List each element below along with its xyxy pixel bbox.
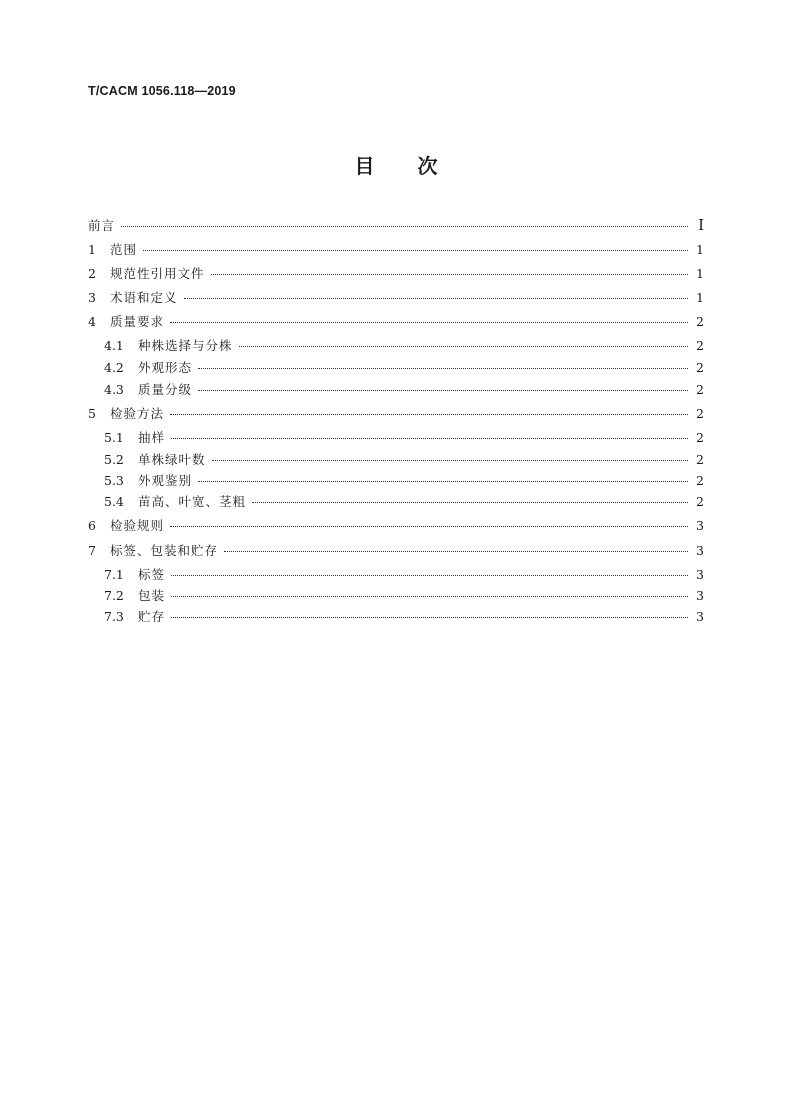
dot-leader bbox=[171, 575, 688, 576]
toc-entry-title: 检验方法 bbox=[110, 406, 165, 421]
toc-entry-5-3[interactable] bbox=[104, 471, 704, 489]
dot-leader bbox=[143, 250, 688, 251]
toc-entry-6[interactable] bbox=[88, 516, 704, 534]
toc-entry-number: 5 bbox=[88, 405, 96, 421]
toc-entry-4[interactable] bbox=[88, 312, 704, 330]
toc-entry-page: 2 bbox=[696, 472, 704, 488]
toc-entry-5[interactable] bbox=[88, 404, 704, 422]
toc-entry-7-1[interactable] bbox=[104, 565, 704, 583]
document-code: T/CACM 1056.118—2019 bbox=[88, 84, 236, 98]
toc-entry-page: 2 bbox=[696, 493, 704, 509]
toc-entry-title: 包装 bbox=[138, 588, 166, 603]
dot-leader bbox=[198, 368, 688, 369]
toc-entry-title: 标签、包装和贮存 bbox=[110, 543, 219, 558]
dot-leader bbox=[171, 438, 688, 439]
toc-entry-title: 术语和定义 bbox=[110, 290, 178, 305]
toc-entry-page: 3 bbox=[696, 587, 704, 603]
dot-leader bbox=[170, 526, 688, 527]
dot-leader bbox=[212, 460, 688, 461]
toc-entry-title: 单株绿叶数 bbox=[138, 452, 206, 467]
toc-entry-page: 1 bbox=[696, 289, 704, 305]
toc-entry-number: 7.1 bbox=[104, 566, 124, 582]
toc-entry-page: 2 bbox=[696, 313, 704, 329]
toc-entry-number: 6 bbox=[88, 517, 96, 533]
toc-entry-page: 3 bbox=[696, 608, 704, 624]
toc-entry-title: 贮存 bbox=[138, 609, 166, 624]
dot-leader bbox=[198, 390, 688, 391]
dot-leader bbox=[224, 551, 688, 552]
toc-entry-number: 5.2 bbox=[104, 451, 124, 467]
toc-entry-page: 3 bbox=[696, 517, 704, 533]
toc-entry-page: 1 bbox=[696, 265, 704, 281]
dot-leader bbox=[184, 298, 688, 299]
toc-entry-number: 4 bbox=[88, 313, 96, 329]
toc-entry-7-3[interactable] bbox=[104, 607, 704, 625]
toc-entry-page: I bbox=[698, 216, 704, 234]
toc-entry-number: 4.3 bbox=[104, 381, 124, 397]
toc-entry-number: 2 bbox=[88, 265, 96, 281]
toc-entry-number: 7 bbox=[88, 542, 96, 558]
toc-entry-number: 5.4 bbox=[104, 493, 124, 509]
toc-entry-5-2[interactable] bbox=[104, 450, 704, 468]
toc-entry-title: 苗高、叶宽、茎粗 bbox=[138, 494, 247, 509]
toc-entry-title: 质量要求 bbox=[110, 314, 165, 329]
toc-entry-title: 范围 bbox=[110, 242, 138, 257]
toc-entry-number: 4.2 bbox=[104, 359, 124, 375]
toc-entry-5-4[interactable] bbox=[104, 492, 704, 510]
toc-entry-number: 5.1 bbox=[104, 429, 124, 445]
toc-entry-3[interactable] bbox=[88, 288, 704, 306]
toc-entry-title: 检验规则 bbox=[110, 518, 165, 533]
dot-leader bbox=[239, 346, 688, 347]
toc-entry-4-2[interactable] bbox=[104, 358, 704, 376]
toc-entry-number: 5.3 bbox=[104, 472, 124, 488]
toc-entry-number: 4.1 bbox=[104, 337, 124, 353]
toc-entry-title: 外观鉴别 bbox=[138, 473, 193, 488]
dot-leader bbox=[170, 322, 688, 323]
toc-heading: 目 次 bbox=[354, 154, 438, 178]
toc-entry-number: 1 bbox=[88, 241, 96, 257]
toc-entry-title: 种株选择与分株 bbox=[138, 338, 233, 353]
toc-entry-title: 外观形态 bbox=[138, 360, 193, 375]
toc-entry-title: 前言 bbox=[88, 218, 116, 233]
dot-leader bbox=[198, 481, 688, 482]
toc-entry-4-3[interactable] bbox=[104, 380, 704, 398]
dot-leader bbox=[121, 226, 688, 227]
toc-entry-title: 质量分级 bbox=[138, 382, 193, 397]
toc-entry-number: 3 bbox=[88, 289, 96, 305]
toc-entry-title: 规范性引用文件 bbox=[110, 266, 205, 281]
toc-entry-page: 2 bbox=[696, 359, 704, 375]
toc-entry-page: 2 bbox=[696, 429, 704, 445]
toc-entry-page: 2 bbox=[696, 451, 704, 467]
toc-entry-5-1[interactable] bbox=[104, 428, 704, 446]
dot-leader bbox=[170, 414, 688, 415]
toc-entry-page: 2 bbox=[696, 405, 704, 421]
dot-leader bbox=[171, 617, 688, 618]
toc-entry-number: 7.2 bbox=[104, 587, 124, 603]
dot-leader bbox=[171, 596, 688, 597]
toc-entry-number: 7.3 bbox=[104, 608, 124, 624]
toc-entry-page: 2 bbox=[696, 337, 704, 353]
toc-entry-page: 3 bbox=[696, 566, 704, 582]
toc-entry-page: 2 bbox=[696, 381, 704, 397]
dot-leader bbox=[252, 502, 688, 503]
toc-entry-7-2[interactable] bbox=[104, 586, 704, 604]
toc-entry-1[interactable] bbox=[88, 240, 704, 258]
toc-entry-7[interactable] bbox=[88, 541, 704, 559]
dot-leader bbox=[211, 274, 688, 275]
toc-entry-title: 标签 bbox=[138, 567, 166, 582]
toc-entry-page: 3 bbox=[696, 542, 704, 558]
toc-entry-foreword[interactable] bbox=[88, 216, 704, 234]
toc-entry-2[interactable] bbox=[88, 264, 704, 282]
toc-entry-title: 抽样 bbox=[138, 430, 166, 445]
toc-entry-4-1[interactable] bbox=[104, 336, 704, 354]
toc-entry-page: 1 bbox=[696, 241, 704, 257]
